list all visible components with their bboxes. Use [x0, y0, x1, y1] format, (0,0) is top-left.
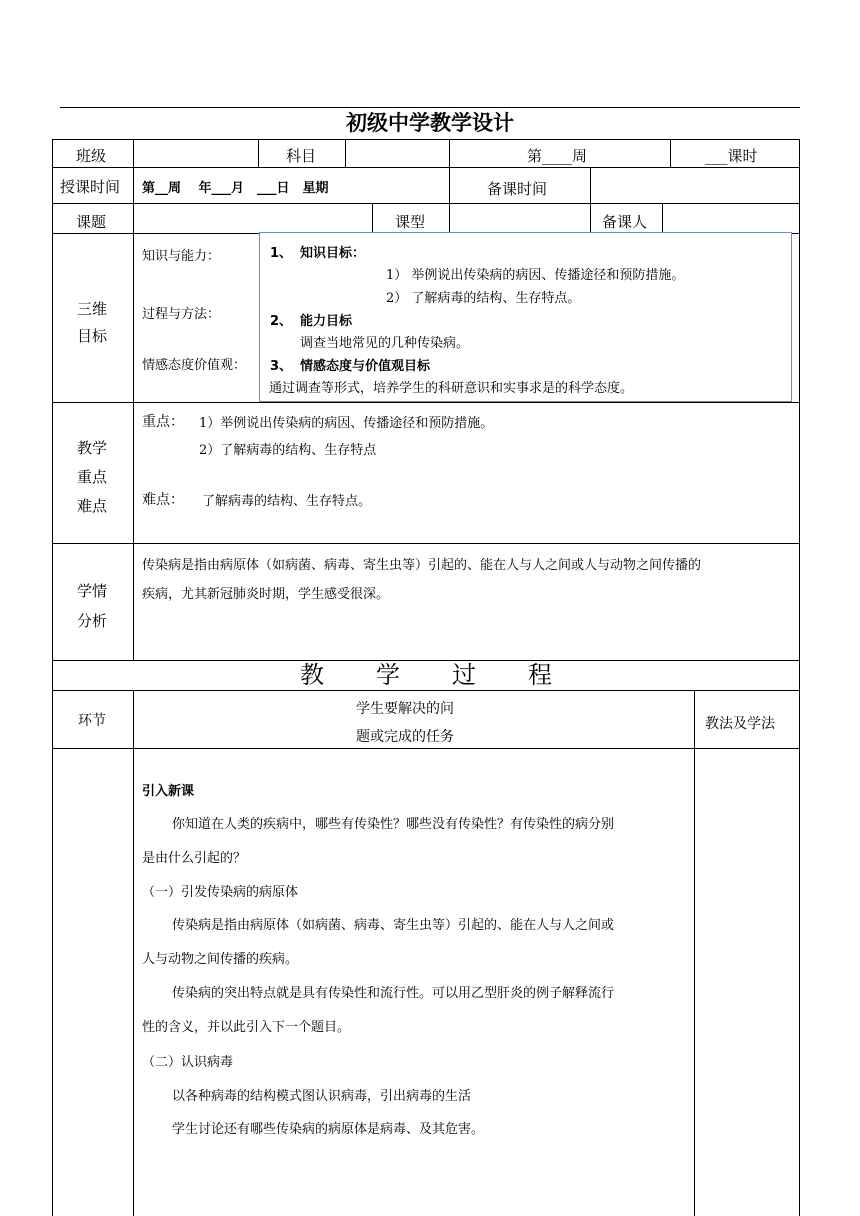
section-2-heading: （二）认识病毒 — [142, 1055, 234, 1070]
preparer-label: 备课人 — [602, 213, 648, 231]
cell-divider — [590, 167, 591, 203]
paragraph-1-line-2: 是由什么引起的？ — [142, 851, 247, 866]
key-label-3: 难点 — [77, 497, 108, 515]
ability-goal-heading: 能力目标 — [300, 314, 353, 329]
week-label: 第____周 — [527, 147, 588, 165]
document-title: 初级中学教学设计 — [346, 111, 514, 135]
key-label-1: 教学 — [77, 439, 108, 457]
goals-label-2: 目标 — [77, 327, 108, 345]
cell-divider — [133, 203, 134, 233]
period-label: ___课时 — [705, 147, 758, 165]
paragraph-3-line-1: 传染病的突出特点就是具有传染性和流行性。可以用乙型肝炎的例子解释流行 — [172, 986, 615, 1001]
cell-divider — [590, 203, 591, 233]
row-divider — [52, 167, 800, 168]
cell-divider — [133, 690, 134, 748]
cell-divider — [133, 139, 134, 167]
paragraph-2-line-2: 人与动物之间传播的疾病。 — [142, 952, 299, 967]
analysis-line-1: 传染病是指由病原体（如病菌、病毒、寄生虫等）引起的、能在人与人之间或人与动物之间传播的 — [142, 558, 702, 573]
knowledge-ability-label: 知识与能力： — [142, 249, 221, 264]
stage-column-header: 环节 — [78, 713, 106, 729]
goals-text-box — [259, 232, 792, 402]
row-divider — [52, 543, 800, 544]
knowledge-goal-2: 2） 了解病毒的结构、生存特点。 — [386, 291, 581, 306]
analysis-label-1: 学情 — [77, 582, 108, 600]
row-divider — [52, 402, 800, 403]
difficulty-1: 了解病毒的结构、生存特点。 — [202, 494, 372, 509]
ability-goal-1: 调查当地常见的几种传染病。 — [300, 336, 470, 351]
row-divider — [52, 690, 800, 691]
analysis-line-2: 疾病，尤其新冠肺炎时期，学生感受很深。 — [142, 587, 390, 602]
section-1-heading: （一）引发传染病的病原体 — [142, 885, 299, 900]
paragraph-1-line-1: 你知道在人类的疾病中，哪些有传染性？哪些没有传染性？有传染性的病分别 — [172, 817, 615, 832]
table-border-top — [52, 139, 800, 140]
method-column-header: 教法及学法 — [705, 716, 775, 732]
emotion-goal-number: 3、 — [270, 359, 293, 374]
paragraph-3-line-2: 性的含义，并以此引入下一个题目。 — [142, 1020, 351, 1035]
prep-time-label: 备课时间 — [487, 180, 548, 198]
teaching-time-value: 第__周 年___月 ___日 星期 — [142, 181, 329, 196]
key-point-2: 2）了解病毒的结构、生存特点 — [199, 443, 377, 458]
ability-goal-number: 2、 — [270, 314, 293, 329]
class-label: 班级 — [76, 147, 107, 165]
cell-divider — [694, 690, 695, 1216]
cell-divider — [449, 203, 450, 233]
process-method-label: 过程与方法： — [142, 307, 221, 322]
cell-divider — [133, 167, 134, 203]
cell-divider — [133, 748, 134, 1216]
paragraph-2-line-1: 传染病是指由病原体（如病菌、病毒、寄生虫等）引起的、能在人与人之间或 — [172, 918, 615, 933]
task-column-header-line-2: 题或完成的任务 — [356, 729, 454, 745]
paragraph-5: 学生讨论还有哪些传染病的病原体是病毒、及其危害。 — [172, 1122, 485, 1137]
emotion-values-label: 情感态度价值观： — [142, 358, 247, 373]
topic-label: 课题 — [76, 213, 107, 231]
cell-divider — [258, 139, 259, 167]
knowledge-goal-number: 1、 — [270, 246, 293, 261]
teaching-process-heading: 教学过程 — [300, 661, 604, 689]
cell-divider — [662, 203, 663, 233]
cell-divider — [449, 139, 450, 167]
row-divider — [52, 748, 800, 749]
emotion-goal-heading: 情感态度与价值观目标 — [300, 359, 431, 374]
emotion-goal-1: 通过调查等形式，培养学生的科研意识和实事求是的科学态度。 — [269, 381, 634, 396]
row-divider — [52, 203, 800, 204]
difficulty-label: 难点： — [142, 492, 184, 508]
knowledge-goal-1: 1） 举例说出传染病的病因、传播途径和预防措施。 — [386, 268, 685, 283]
cell-divider — [133, 233, 134, 660]
intro-heading: 引入新课 — [142, 784, 195, 799]
analysis-label-2: 分析 — [77, 612, 108, 630]
goals-label-1: 三维 — [77, 300, 108, 318]
key-label-2: 重点 — [77, 468, 108, 486]
subject-label: 科目 — [286, 147, 317, 165]
paragraph-4: 以各种病毒的结构模式图认识病毒，引出病毒的生活 — [172, 1089, 472, 1104]
lesson-type-label: 课型 — [395, 213, 426, 231]
teaching-time-label: 授课时间 — [60, 178, 121, 196]
key-point-label: 重点： — [142, 414, 184, 430]
key-point-1: 1）举例说出传染病的病因、传播途径和预防措施。 — [199, 416, 494, 431]
cell-divider — [670, 139, 671, 167]
cell-divider — [449, 167, 450, 203]
task-column-header-line-1: 学生要解决的问 — [356, 701, 454, 717]
cell-divider — [345, 139, 346, 167]
cell-divider — [372, 203, 373, 233]
knowledge-goal-heading: 知识目标： — [300, 246, 366, 261]
